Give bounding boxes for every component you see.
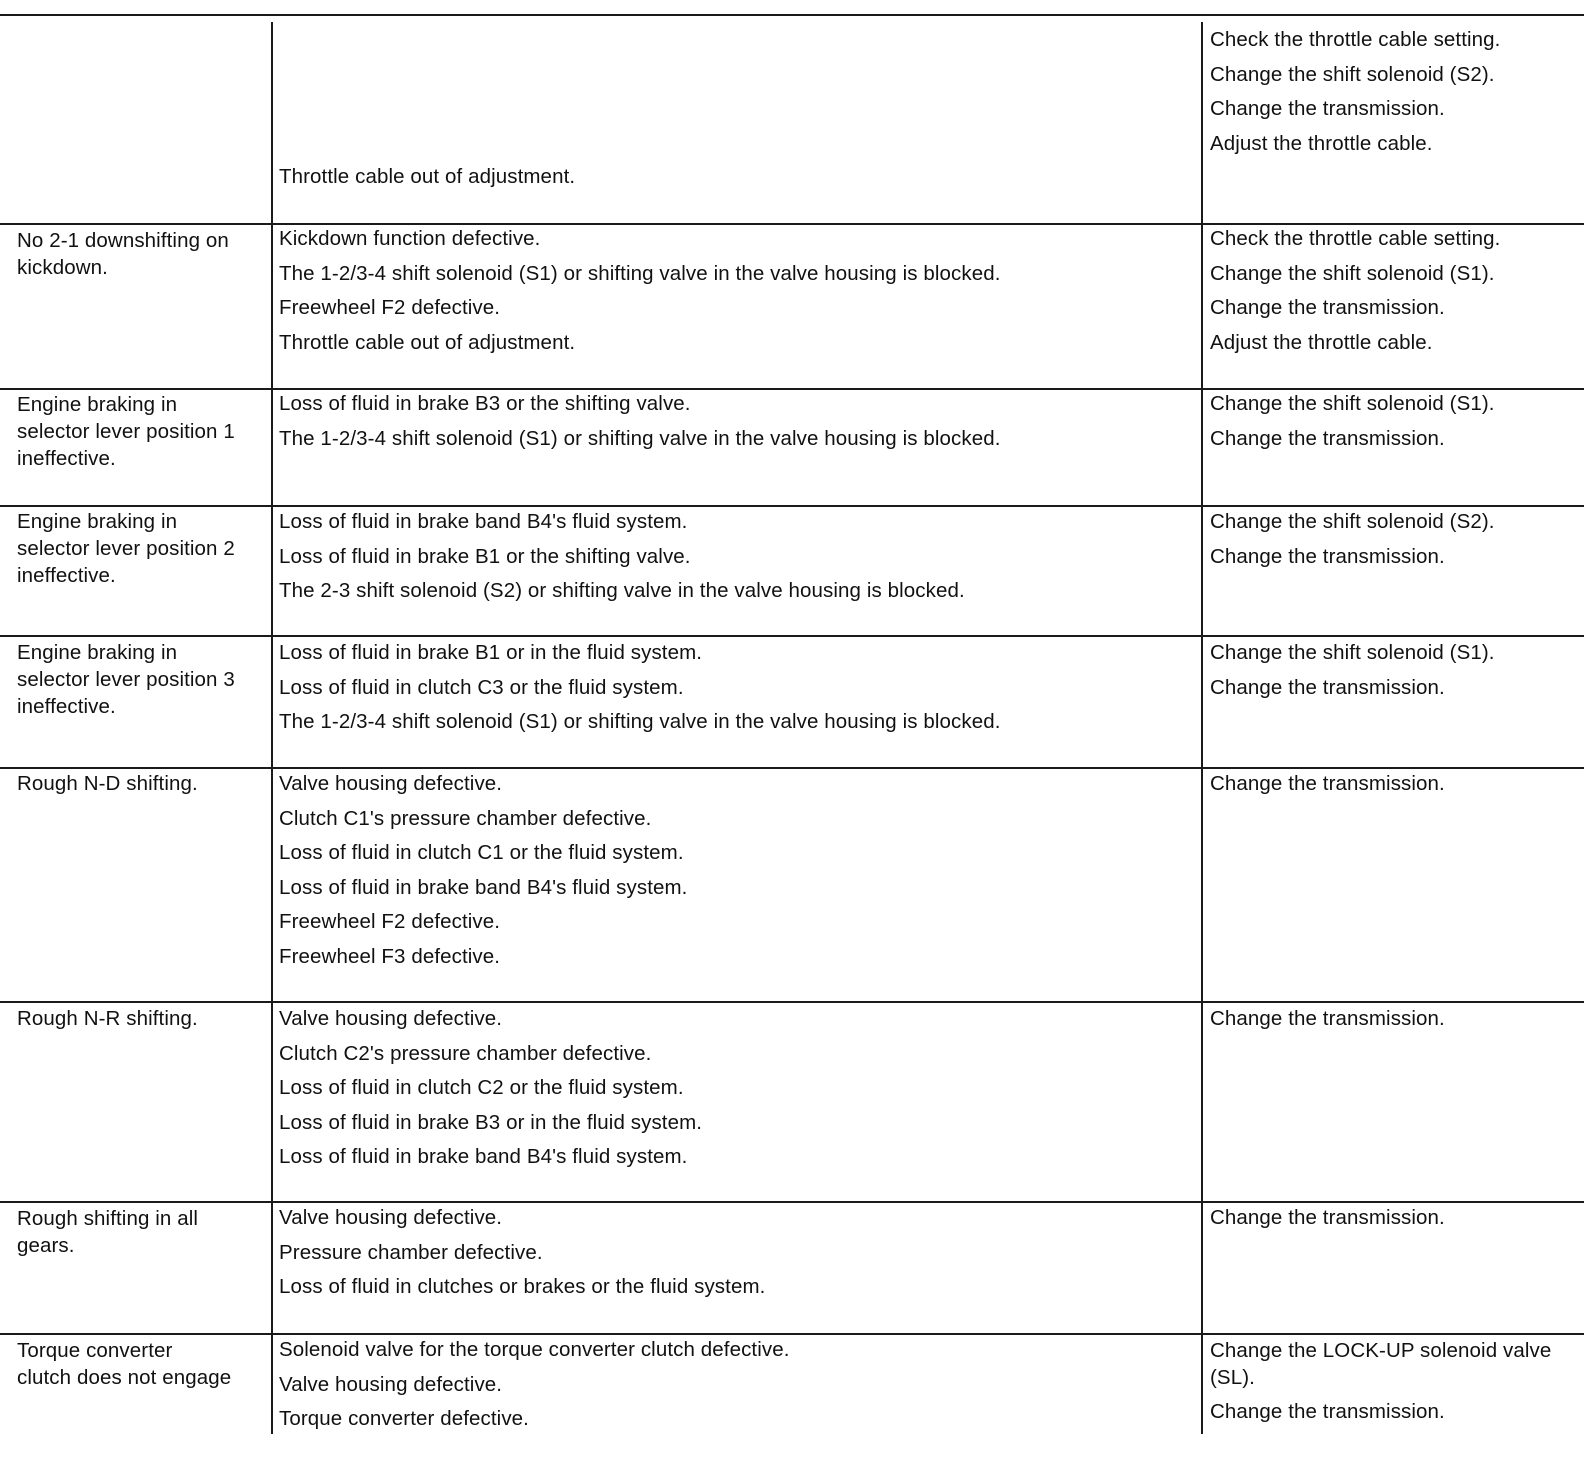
action-line: Change the transmission.: [1210, 544, 1445, 568]
action-line: Change the transmission.: [1210, 1400, 1445, 1423]
action-line: Change the shift solenoid (S2).: [1210, 510, 1495, 533]
cause-cell: [279, 767, 687, 974]
symptom-line: Rough shifting in all: [17, 1207, 199, 1230]
symptom-line: selector lever position 3: [17, 668, 235, 691]
symptom-line: gears.: [17, 1234, 75, 1257]
cause-line: Loss of fluid in brake band B4's fluid system.: [279, 875, 688, 899]
cause-line: The 1-2/3-4 shift solenoid (S1) or shifting valve in the valve housing is blocked.: [279, 710, 1001, 733]
symptom-cell: [17, 1205, 198, 1259]
row-divider: [0, 1333, 1584, 1335]
cause-cell: [279, 636, 1001, 740]
cause-line: Loss of fluid in brake band B4's fluid system.: [279, 510, 688, 533]
symptom-line: clutch does not engage: [17, 1366, 232, 1389]
action-cell: [1210, 387, 1495, 456]
symptom-cell: [17, 770, 198, 797]
cause-line: Valve housing defective.: [279, 772, 503, 795]
cause-line: The 1-2/3-4 shift solenoid (S1) or shifting valve in the valve housing is blocked.: [279, 261, 1001, 285]
action-line: Change the shift solenoid (S2).: [1210, 62, 1495, 86]
symptom-line: ineffective.: [17, 447, 116, 470]
symptom-line: Engine braking in: [17, 393, 178, 416]
cause-line: Loss of fluid in clutches or brakes or the fluid system.: [279, 1275, 766, 1298]
action-line: Change the transmission.: [1210, 97, 1445, 120]
action-line: Change the LOCK-UP solenoid valve (SL).: [1210, 1339, 1552, 1389]
cause-line: Freewheel F2 defective.: [279, 910, 501, 933]
cause-line: Loss of fluid in brake B3 or the shifting valve.: [279, 392, 691, 415]
cause-line: Valve housing defective.: [279, 1206, 503, 1229]
cause-line: Loss of fluid in clutch C1 or the fluid system.: [279, 841, 684, 864]
cause-line: Pressure chamber defective.: [279, 1240, 543, 1264]
cause-line: The 2-3 shift solenoid (S2) or shifting valve in the valve housing is blocked.: [279, 579, 965, 602]
action-cell: [1210, 222, 1500, 360]
cause-line: Clutch C1's pressure chamber defective.: [279, 806, 652, 830]
cause-line: Kickdown function defective.: [279, 227, 541, 250]
cause-cell: [279, 1201, 765, 1305]
action-line: Change the transmission.: [1210, 675, 1445, 699]
cause-cell: [279, 387, 1001, 456]
symptom-line: Engine braking in: [17, 510, 178, 533]
action-line: Change the transmission.: [1210, 1007, 1445, 1030]
action-line: Change the transmission.: [1210, 426, 1445, 450]
cause-line: Loss of fluid in clutch C2 or the fluid system.: [279, 1076, 684, 1099]
symptom-line: ineffective.: [17, 695, 116, 718]
symptom-line: selector lever position 2: [17, 537, 235, 560]
symptom-line: ineffective.: [17, 564, 116, 587]
symptom-line: Torque converter: [17, 1339, 173, 1362]
symptom-line: Engine braking in: [17, 641, 178, 664]
cause-line: Torque converter defective.: [279, 1407, 529, 1430]
action-cell: [1210, 23, 1500, 161]
cause-cell: [279, 1002, 702, 1175]
action-line: Check the throttle cable setting.: [1210, 227, 1501, 250]
action-line: Change the transmission.: [1210, 1206, 1445, 1229]
cause-cell: [279, 505, 965, 609]
action-line: Adjust the throttle cable.: [1210, 131, 1433, 155]
cause-line: Solenoid valve for the torque converter clutch defective.: [279, 1338, 790, 1361]
symptom-cell: [17, 391, 235, 472]
cause-line: Valve housing defective.: [279, 1007, 503, 1030]
action-cell: [1210, 1201, 1445, 1236]
symptom-cell: [17, 227, 229, 281]
cause-line: Valve housing defective.: [279, 1372, 503, 1396]
cause-line: Loss of fluid in clutch C3 or the fluid system.: [279, 675, 684, 699]
action-line: Adjust the throttle cable.: [1210, 330, 1433, 354]
column-divider-action: [1201, 22, 1203, 1434]
cause-line: Loss of fluid in brake band B4's fluid system.: [279, 1145, 688, 1168]
symptom-cell: [17, 639, 235, 720]
action-line: Change the shift solenoid (S1).: [1210, 261, 1495, 285]
action-line: Change the transmission.: [1210, 296, 1445, 319]
cause-cell: [279, 222, 1001, 360]
action-cell: [1210, 636, 1495, 705]
cause-line: Loss of fluid in brake B3 or in the fluid system.: [279, 1110, 703, 1134]
symptom-line: Rough N-R shifting.: [17, 1007, 198, 1030]
symptom-line: Rough N-D shifting.: [17, 772, 198, 795]
cause-line: Throttle cable out of adjustment.: [279, 165, 576, 188]
action-line: Change the transmission.: [1210, 772, 1445, 795]
symptom-cell: [17, 1337, 231, 1391]
cause-line: Loss of fluid in brake B1 or in the fluid system.: [279, 641, 703, 664]
cause-cell: [279, 1333, 790, 1437]
cause-line: Freewheel F2 defective.: [279, 296, 501, 319]
action-line: Change the shift solenoid (S1).: [1210, 641, 1495, 664]
action-cell: [1210, 1002, 1445, 1037]
symptom-cell: [17, 1005, 198, 1032]
action-line: Check the throttle cable setting.: [1210, 28, 1501, 51]
symptom-line: kickdown.: [17, 256, 108, 279]
cause-line: Throttle cable out of adjustment.: [279, 330, 576, 354]
cause-cell: [279, 160, 575, 195]
action-cell: [1210, 767, 1445, 802]
symptom-line: selector lever position 1: [17, 420, 235, 443]
symptom-cell: [17, 508, 235, 589]
column-divider-symptom: [271, 22, 273, 1434]
cause-line: Clutch C2's pressure chamber defective.: [279, 1041, 652, 1065]
cause-line: Freewheel F3 defective.: [279, 944, 501, 968]
cause-line: The 1-2/3-4 shift solenoid (S1) or shifting valve in the valve housing is blocked.: [279, 426, 1001, 450]
action-cell: [1210, 505, 1495, 574]
cause-line: Loss of fluid in brake B1 or the shifting valve.: [279, 544, 691, 568]
action-cell: [1210, 1337, 1570, 1425]
table-top-border: [0, 14, 1584, 16]
symptom-line: No 2-1 downshifting on: [17, 229, 229, 252]
action-line: Change the shift solenoid (S1).: [1210, 392, 1495, 415]
